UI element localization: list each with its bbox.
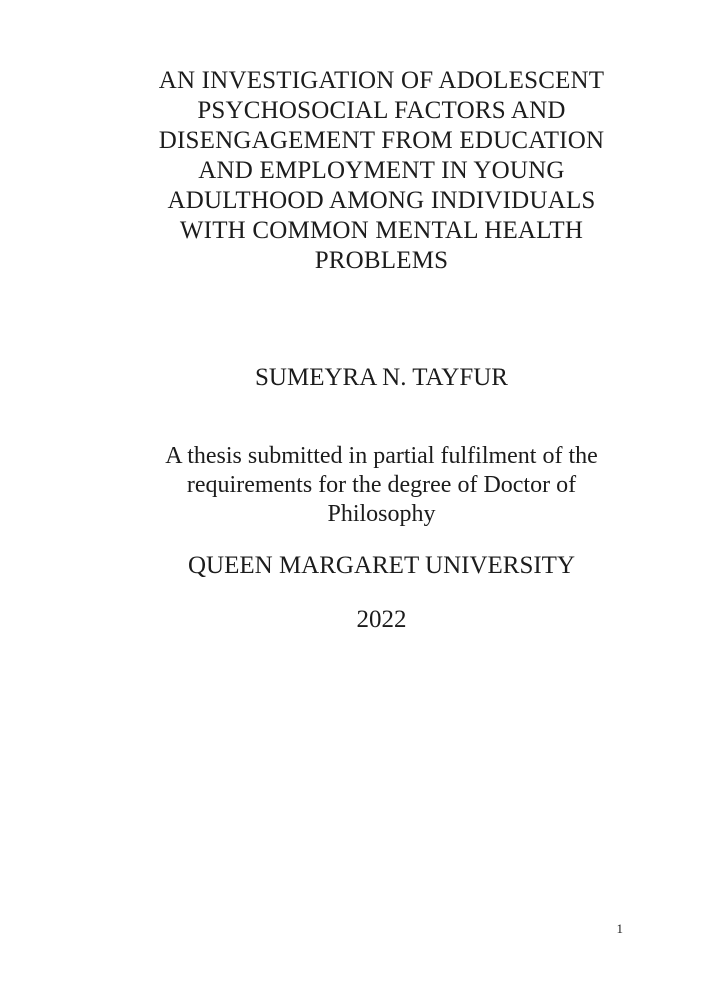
- thesis-title: [122, 66, 641, 276]
- publication-year: 2022: [356, 606, 407, 633]
- thesis-title-line-3: DISENGAGEMENT FROM EDUCATION: [158, 127, 605, 154]
- thesis-title-line-4: AND EMPLOYMENT IN YOUNG: [198, 157, 565, 184]
- university-name: QUEEN MARGARET UNIVERSITY: [187, 552, 576, 579]
- degree-statement: [122, 442, 641, 529]
- page-number: 1: [616, 921, 623, 936]
- degree-statement-line-1: A thesis submitted in partial fulfilment of the: [165, 443, 598, 469]
- thesis-title-line-6: WITH COMMON MENTAL HEALTH: [179, 217, 584, 244]
- thesis-title-line-2: PSYCHOSOCIAL FACTORS AND: [197, 97, 566, 124]
- thesis-title-line-1: AN INVESTIGATION OF ADOLESCENT: [158, 67, 605, 94]
- thesis-title-line-7: PROBLEMS: [314, 247, 449, 274]
- degree-statement-line-2: requirements for the degree of Doctor of: [186, 472, 577, 498]
- author-name: SUMEYRA N. TAYFUR: [255, 364, 508, 391]
- degree-statement-line-3: Philosophy: [327, 501, 436, 527]
- title-page-content: [122, 0, 641, 635]
- thesis-title-line-5: ADULTHOOD AMONG INDIVIDUALS: [167, 187, 596, 214]
